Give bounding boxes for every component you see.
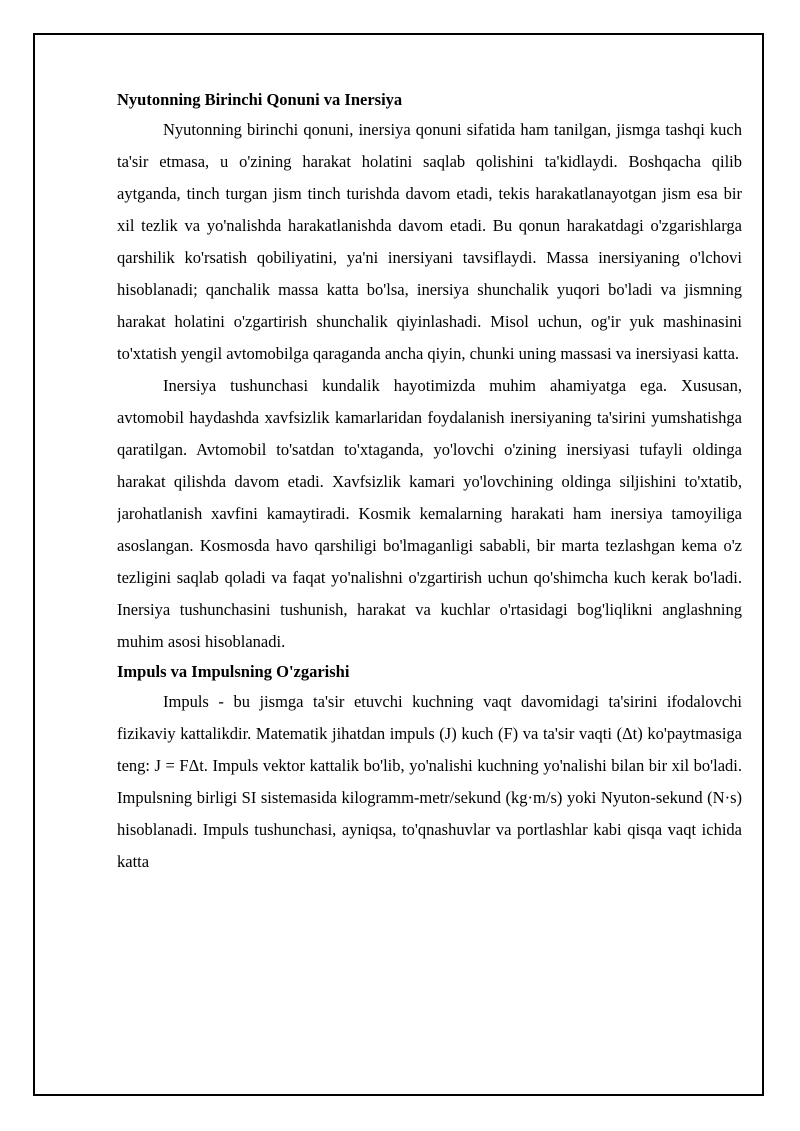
section-heading-inertia: Nyutonning Birinchi Qonuni va Inersiya (117, 90, 403, 109)
section-heading-impulse: Impuls va Impulsning O'zgarishi (117, 662, 350, 681)
paragraph-first-law: Nyutonning birinchi qonuni, inersiya qonuni sifatida ham tanilgan, jismga tashqi kuch ta'sir etmasa, u o'zining harakat holatini saqlab qolishini ta'kidlaydi. Boshqacha qilib aytganda, tinch turgan jism tinch turishda davom etadi, tekis harakatlanayotgan jism esa bir xil tezlik va yo'nalishda harakatlanishda davom etadi. Bu qonun harakatdagi o'zgarishlarga qarshilik ko'rsatish qobiliyatini, ya'ni inersiyani tavsiflaydi. Massa inersiyaning o'lchovi hisoblanadi; qanchalik massa katta bo'lsa, inersiya shunchalik yuqori bo'ladi va jismning harakat holatini o'zgartirish shunchalik qiyinlashadi. Misol uchun, og'ir yuk mashinasini to'xtatish yengil avtomobilga qaraganda ancha qiyin, chunki uning massasi va inersiyasi katta. (117, 120, 742, 363)
document-body (117, 86, 742, 1076)
paragraph-impulse-definition: Impuls - bu jismga ta'sir etuvchi kuchning vaqt davomidagi ta'sirini ifodalovchi fizikaviy kattalikdir. Matematik jihatdan impuls (J) kuch (F) va ta'sir vaqti (Δt) ko'paytmasiga teng: J = FΔt. Impuls vektor kattalik bo'lib, yo'nalishi kuchning yo'nalishi bilan bir xil bo'ladi. Impulsning birligi SI sistemasida kilogramm-metr/sekund (kg·m/s) yoki Nyuton-sekund (N·s) hisoblanadi. Impuls tushunchasi, ayniqsa, to'qnashuvlar va portlashlar kabi qisqa vaqt ichida katta (117, 692, 742, 871)
paragraph-inertia-everyday: Inersiya tushunchasi kundalik hayotimizda muhim ahamiyatga ega. Xususan, avtomobil haydashda xavfsizlik kamarlaridan foydalanish inersiyaning ta'sirini yumshatishga qaratilgan. Avtomobil to'satdan to'xtaganda, yo'lovchi o'zining inersiyasi tufayli oldinga harakat qilishda davom etadi. Xavfsizlik kamari yo'lovchining oldinga siljishini to'xtatib, jarohatlanish xavfini kamaytiradi. Kosmik kemalarning harakati ham inersiya tamoyiliga asoslangan. Kosmosda havo qarshiligi bo'lmaganligi sababli, bir marta tezlashgan kema o'z tezligini saqlab qoladi va faqat yo'nalishni o'zgartirish uchun qo'shimcha kuch kerak bo'ladi. Inersiya tushunchasini tushunish, harakat va kuchlar o'rtasidagi bog'liqlikni anglashning muhim asosi hisoblanadi. (117, 376, 742, 651)
